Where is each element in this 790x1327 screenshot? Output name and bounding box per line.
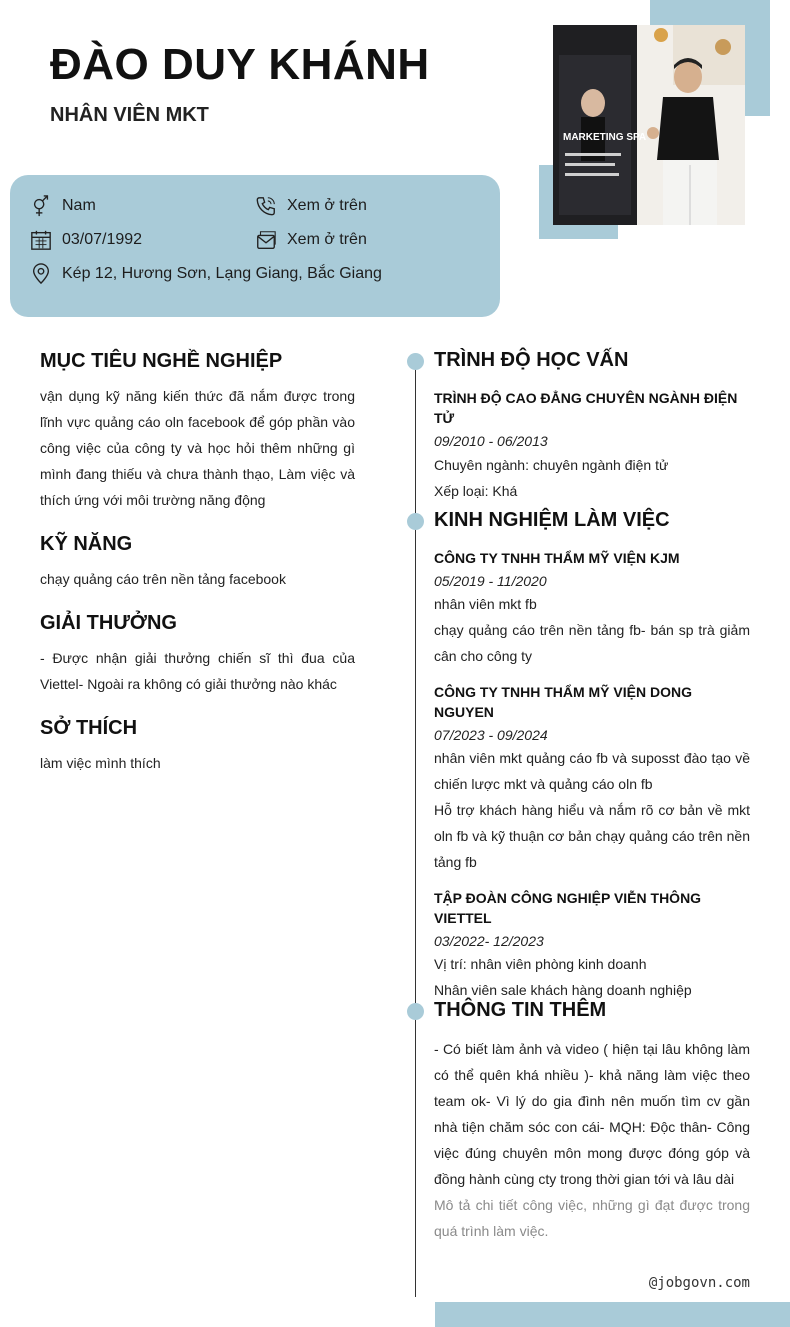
candidate-name: ĐÀO DUY KHÁNH [50, 40, 430, 89]
experience-section [434, 509, 750, 1003]
timeline-dot-education [407, 353, 424, 370]
hobbies-section [40, 717, 355, 776]
contact-email [255, 229, 367, 251]
address-value: Kép 12, Hương Sơn, Lạng Giang, Bắc Giang [62, 265, 382, 282]
objective-title: MỤC TIÊU NGHỀ NGHIỆP [40, 350, 283, 372]
profile-photo-illustration [553, 25, 745, 225]
banner-text: MARKETING SPA [563, 132, 647, 143]
candidate-position: NHÂN VIÊN MKT [50, 104, 209, 126]
experience-line: chạy quảng cáo trên nền tảng fb- bán sp trà giảm cân cho công ty [434, 622, 750, 664]
experience-line: nhân viên mkt fb [434, 596, 537, 612]
awards-section [40, 612, 355, 697]
phone-value: Xem ở trên [287, 197, 367, 214]
experience-line: Nhân viên sale khách hàng doanh nghiệp [434, 982, 692, 998]
experience-company: TẬP ĐOÀN CÔNG NGHIỆP VIỄN THÔNG VIETTEL [434, 890, 702, 926]
timeline-line [415, 362, 416, 1297]
experience-entry [434, 548, 750, 669]
experience-company: CÔNG TY TNHH THẨM MỸ VIỆN KJM [434, 550, 680, 566]
contact-address [30, 263, 382, 285]
location-icon [30, 263, 52, 285]
profile-photo [553, 25, 745, 225]
timeline-dot-experience [407, 513, 424, 530]
skills-title: KỸ NĂNG [40, 533, 133, 555]
experience-date: 07/2023 - 09/2024 [434, 727, 548, 743]
mail-icon [255, 229, 277, 251]
contact-gender [30, 195, 96, 217]
experience-entry [434, 888, 750, 1003]
calendar-icon [30, 229, 52, 251]
contact-birthday [30, 229, 142, 251]
watermark: @jobgovn.com [648, 1275, 750, 1291]
education-section [434, 349, 750, 504]
phone-icon [255, 195, 277, 217]
awards-title: GIẢI THƯỞNG [40, 612, 177, 634]
footer-accent-bar [435, 1302, 790, 1327]
birthday-value: 03/07/1992 [62, 231, 143, 248]
left-column [40, 350, 355, 796]
experience-date: 03/2022- 12/2023 [434, 933, 544, 949]
education-title: TRÌNH ĐỘ HỌC VẤN [434, 349, 629, 371]
hobbies-text: làm việc mình thích [40, 755, 161, 771]
skills-text: chạy quảng cáo trên nền tảng facebook [40, 571, 286, 587]
education-date: 09/2010 - 06/2013 [434, 433, 548, 449]
experience-line: Vị trí: nhân viên phòng kinh doanh [434, 956, 647, 972]
additional-placeholder: Mô tả chi tiết công việc, những gì đạt được trong quá trình làm việc. [434, 1197, 750, 1239]
email-value: Xem ở trên [287, 231, 367, 248]
education-line: Chuyên ngành: chuyên ngành điện tử [434, 457, 669, 473]
contact-phone [255, 195, 367, 217]
gender-icon [30, 195, 52, 217]
objective-text: vận dụng kỹ năng kiến thức đã nắm được trong lĩnh vực quảng cáo oln facebook để góp phần vào công việc của công ty và học hỏi thêm những gì mình đang thiếu và chưa thành thạo, Làm việc và thích ứng với môi trường năng động [40, 388, 355, 508]
skills-section [40, 533, 355, 592]
experience-line: nhân viên mkt quảng cáo fb và suposst đào tạo về chiến lược mkt và quảng cáo oln fb [434, 750, 750, 792]
objective-section [40, 350, 355, 513]
additional-text: - Có biết làm ảnh và video ( hiện tại lâu không làm có thể quên khá nhiều )- khả năng làm việc theo team ok- Vì lý do gia đình nên muốn tìm cv gần nhà tiện chăm sóc con cái- MQH: Độc thân- Công việc đúng chuyên môn mong được đóng góp và đồng hành cùng cty trong thời gian tới và lâu dài [434, 1041, 750, 1187]
education-entry [434, 388, 750, 504]
education-heading: TRÌNH ĐỘ CAO ĐẲNG CHUYÊN NGÀNH ĐIỆN TỬ [434, 390, 738, 426]
contact-info-box [10, 175, 500, 317]
experience-entry [434, 682, 750, 875]
experience-date: 05/2019 - 11/2020 [434, 573, 547, 589]
gender-value: Nam [62, 197, 96, 214]
experience-company: CÔNG TY TNHH THẨM MỸ VIỆN DONG NGUYEN [434, 684, 692, 720]
hobbies-title: SỞ THÍCH [40, 717, 138, 739]
experience-title: KINH NGHIỆM LÀM VIỆC [434, 509, 670, 531]
additional-section [434, 999, 750, 1244]
awards-text: - Được nhận giải thưởng chiến sĩ thì đua của Viettel- Ngoài ra không có giải thưởng nào khác [40, 650, 355, 692]
timeline-dot-additional [407, 1003, 424, 1020]
education-line: Xếp loại: Khá [434, 483, 518, 499]
additional-title: THÔNG TIN THÊM [434, 999, 607, 1021]
experience-line: Hỗ trợ khách hàng hiểu và nắm rõ cơ bản về mkt oln fb và kỹ thuận cơ bản chạy quảng cáo trên nền tảng fb [434, 802, 750, 870]
